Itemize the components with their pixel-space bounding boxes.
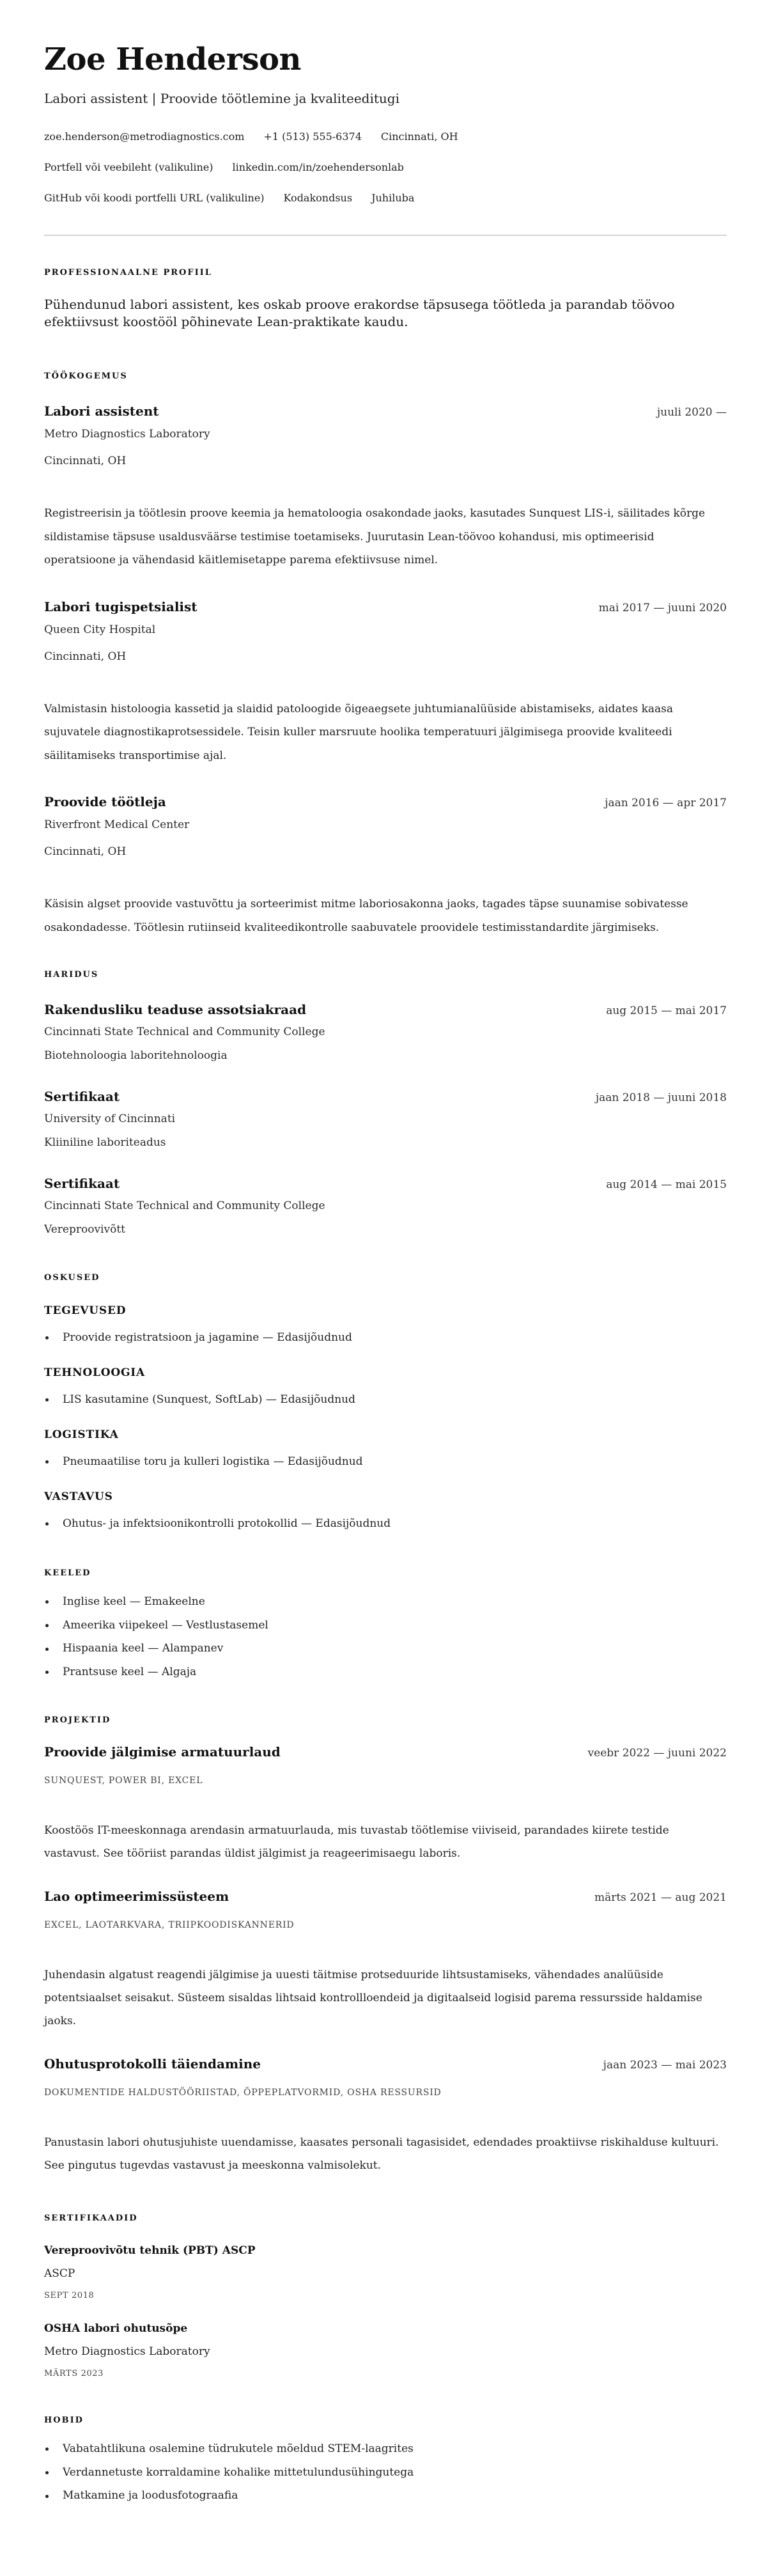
project-title: Ohutusprotokolli täiendamine	[44, 2056, 261, 2072]
project-item	[44, 1744, 727, 1865]
education-school: Cincinnati State Technical and Community College	[44, 1199, 325, 1212]
skill-item: Proovide registratsioon ja jagamine — Edasijõudnud	[44, 1330, 727, 1345]
project-title: Lao optimeerimissüsteem	[44, 1888, 229, 1904]
language-item: Ameerika viipekeel — Vestlustasemel	[44, 1614, 727, 1637]
certification-item	[44, 2243, 727, 2302]
certification-item	[44, 2321, 727, 2380]
contact-github[interactable]: GitHub või koodi portfelli URL (valikuline)	[44, 192, 265, 204]
certification-name: OSHA labori ohutusõpe	[44, 2322, 188, 2335]
experience-item	[44, 793, 727, 939]
skill-list	[44, 1454, 727, 1469]
skill-item: LIS kasutamine (Sunquest, SoftLab) — Edasijõudnud	[44, 1392, 727, 1407]
education-item	[44, 1001, 727, 1063]
section-heading-experience: TÖÖKOGEMUS	[44, 371, 128, 381]
section-heading-hobbies: HOBID	[44, 2415, 84, 2425]
section-heading-profile: PROFESSIONAALNE PROFIIL	[44, 268, 212, 277]
language-item: Prantsuse keel — Algaja	[44, 1660, 727, 1684]
job-company: Riverfront Medical Center	[44, 818, 190, 831]
project-item	[44, 2056, 727, 2177]
contact-line-2	[44, 160, 727, 175]
experience-item	[44, 403, 727, 572]
education-dates: jaan 2018 — juuni 2018	[595, 1091, 727, 1104]
hobby-list	[44, 2437, 727, 2508]
degree-title: Sertifikaat	[44, 1089, 120, 1104]
language-list	[44, 1590, 727, 1684]
skill-list	[44, 1516, 727, 1531]
education-field: Biotehnoloogia laboritehnoloogia	[44, 1049, 228, 1062]
skill-group-heading: LOGISTIKA	[44, 1428, 119, 1441]
hobby-item: Matkamine ja loodusfotograafia	[44, 2484, 727, 2508]
education-field: Kliiniline laboriteadus	[44, 1136, 166, 1149]
job-location: Cincinnati, OH	[44, 455, 127, 467]
certification-name: Vereproovivõtu tehnik (PBT) ASCP	[44, 2244, 256, 2257]
project-dates: jaan 2023 — mai 2023	[603, 2058, 727, 2072]
contact-drivers-license: Juhiluba	[371, 192, 415, 204]
job-dates: jaan 2016 — apr 2017	[605, 797, 727, 809]
degree-title: Sertifikaat	[44, 1176, 120, 1191]
job-title: Labori assistent	[44, 403, 159, 419]
contact-phone[interactable]: +1 (513) 555-6374	[263, 130, 362, 143]
section-heading-skills: OSKUSED	[44, 1273, 100, 1283]
project-title: Proovide jälgimise armatuurlaud	[44, 1744, 281, 1760]
project-tech: EXCEL, LAOTARKVARA, TRIIPKOODISKANNERID	[44, 1919, 295, 1930]
job-location: Cincinnati, OH	[44, 845, 127, 858]
education-item	[44, 1175, 727, 1237]
job-description: Valmistasin histoloogia kassetid ja slaidid patoloogide õigeaegsete juhtumianalüüside abistamiseks, aidates kaasa sujuvatele diagnostikaprotsessidele. Teisin kuller marsruute hoolika temperatuuri jälgimisega proovide kvaliteedi säilitamiseks transportimise ajal.	[44, 702, 673, 762]
skill-group-heading: TEGEVUSED	[44, 1304, 127, 1317]
project-description: Panustasin labori ohutusjuhiste uuendamisse, kaasates personali tagasisidet, edendades proaktiivse riskihalduse kultuuri. See pingutus tugevdas vastavust ja meeskonna valmisolekut.	[44, 2135, 719, 2172]
skill-list	[44, 1392, 727, 1407]
education-field: Vereproovivõtt	[44, 1223, 125, 1236]
language-item: Hispaania keel — Alampanev	[44, 1637, 727, 1660]
section-heading-languages: KEELED	[44, 1568, 91, 1578]
job-title: Labori tugispetsialist	[44, 598, 198, 614]
contact-citizenship: Kodakondsus	[283, 192, 353, 204]
project-tech: SUNQUEST, POWER BI, EXCEL	[44, 1775, 203, 1786]
skill-group-heading: VASTAVUS	[44, 1490, 113, 1503]
job-location: Cincinnati, OH	[44, 650, 127, 663]
certification-date: SEPT 2018	[44, 2290, 95, 2300]
certification-issuer: ASCP	[44, 2267, 75, 2280]
education-dates: aug 2014 — mai 2015	[606, 1178, 727, 1191]
project-description: Juhendasin algatust reagendi jälgimise ja uuesti täitmise protseduuride lihtsustamiseks, vähendades analüüside potentsiaalset seisakut. Süsteem sisaldas lihtsaid kontrollloendeid ja digitaalseid logisid parema ressursside haldamise jaoks.	[44, 1968, 702, 2027]
section-heading-certifications: SERTIFIKAADID	[44, 2213, 138, 2223]
education-item	[44, 1088, 727, 1150]
project-description: Koostöös IT-meeskonnaga arendasin armatuurlauda, mis tuvastab töötlemise viiviseid, parandades kiirete testide vastavust. See tööriist parandas üldist jälgimist ja reageerimisaegu laboris.	[44, 1823, 669, 1860]
job-description: Registreerisin ja töötlesin proove keemia ja hematoloogia osakondade jaoks, kasutades Sunquest LIS-i, säilitades kõrge sildistamise täpsuse usaldusväärse testimise toetamiseks. Juurutasin Lean-töövoo kohandusi, mis optimeerisid operatsioone ja vähendasid käitlemisetappe parema efektiivsuse nimel.	[44, 507, 706, 566]
candidate-headline: Labori assistent | Proovide töötlemine ja kvaliteeditugi	[44, 91, 399, 106]
resume-page	[44, 0, 727, 2508]
certification-issuer: Metro Diagnostics Laboratory	[44, 2345, 210, 2358]
profile-summary: Pühendunud labori assistent, kes oskab proove erakordse täpsusega töötleda ja parandab töövoo efektiivsust koostööl põhinevate Lean-praktikate kaudu.	[44, 297, 675, 329]
project-item	[44, 1888, 727, 2033]
job-company: Queen City Hospital	[44, 623, 156, 636]
project-tech: DOKUMENTIDE HALDUSTÖÖRIISTAD, ÕPPEPLATVORMID, OSHA RESSURSID	[44, 2087, 442, 2098]
skill-item: Pneumaatilise toru ja kulleri logistika — Edasijõudnud	[44, 1454, 727, 1469]
candidate-name: Zoe Henderson	[44, 42, 301, 77]
section-heading-projects: PROJEKTID	[44, 1715, 111, 1725]
degree-title: Rakendusliku teaduse assotsiakraad	[44, 1002, 307, 1017]
hobby-item: Vabatahtlikuna osalemine tüdrukutele mõeldud STEM-laagrites	[44, 2437, 727, 2461]
contact-location: Cincinnati, OH	[380, 130, 458, 143]
job-dates: mai 2017 — juuni 2020	[598, 601, 727, 614]
job-description: Käsisin algset proovide vastuvõttu ja sorteerimist mitme laboriosakonna jaoks, tagades täpse suunamise sobivatesse osakondadesse. Töötlesin rutiinseid kvaliteedikontrolle saabuvatele proovidele testimisstandardite järgimiseks.	[44, 898, 688, 934]
education-school: University of Cincinnati	[44, 1112, 176, 1125]
contact-email[interactable]: zoe.henderson@metrodiagnostics.com	[44, 130, 245, 143]
contact-portfolio[interactable]: Portfell või veebileht (valikuline)	[44, 161, 213, 173]
certification-date: MÄRTS 2023	[44, 2368, 104, 2378]
contact-line-1	[44, 129, 727, 144]
job-title: Proovide töötleja	[44, 794, 166, 809]
job-dates: juuli 2020 —	[656, 406, 727, 419]
education-dates: aug 2015 — mai 2017	[606, 1004, 727, 1017]
project-dates: veebr 2022 — juuni 2022	[587, 1746, 727, 1760]
section-heading-education: HARIDUS	[44, 970, 99, 980]
job-company: Metro Diagnostics Laboratory	[44, 428, 210, 441]
language-item: Inglise keel — Emakeelne	[44, 1590, 727, 1614]
contact-line-3	[44, 191, 727, 206]
skill-group-heading: TEHNOLOOGIA	[44, 1366, 146, 1379]
project-dates: märts 2021 — aug 2021	[594, 1891, 727, 1904]
hobby-item: Verdannetuste korraldamine kohalike mittetulundusühingutega	[44, 2461, 727, 2485]
skill-item: Ohutus- ja infektsioonikontrolli protokollid — Edasijõudnud	[44, 1516, 727, 1531]
contact-linkedin[interactable]: linkedin.com/in/zoehendersonlab	[232, 161, 404, 173]
skill-list	[44, 1330, 727, 1345]
experience-item	[44, 598, 727, 768]
education-school: Cincinnati State Technical and Community College	[44, 1026, 325, 1038]
header-divider	[44, 235, 727, 236]
